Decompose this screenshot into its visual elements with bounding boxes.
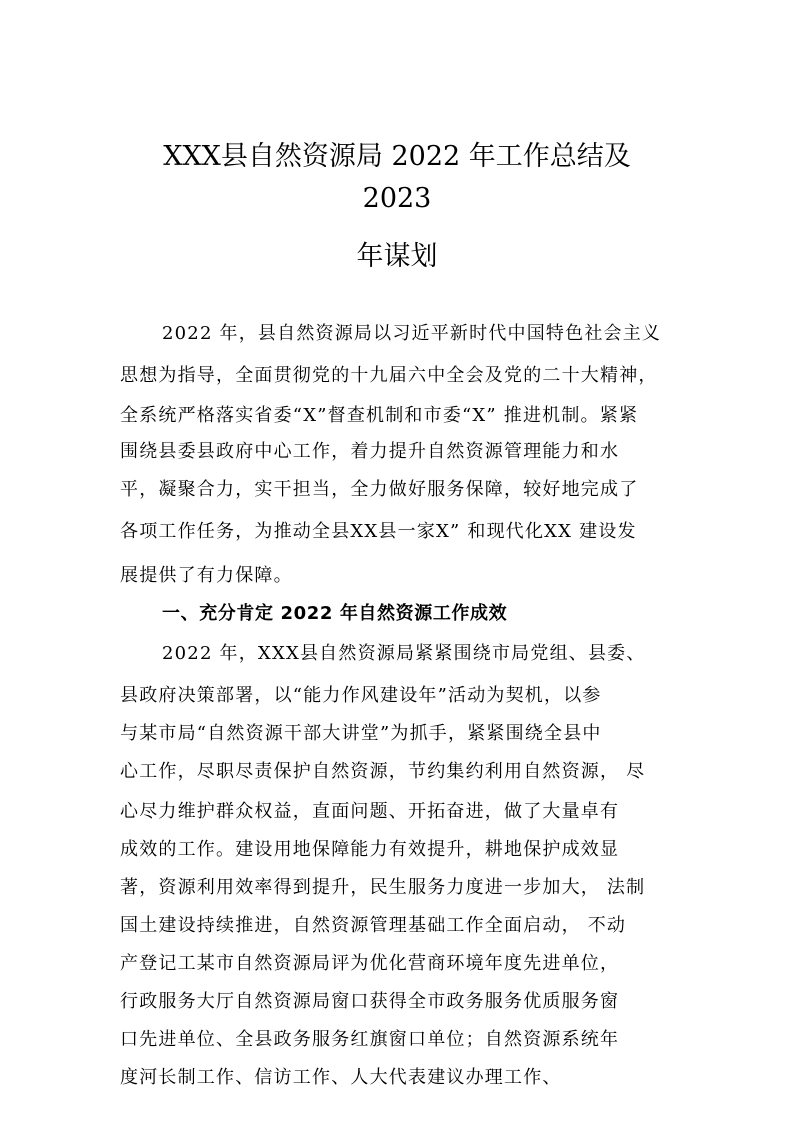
section-line: 成效的工作。建设用地保障能力有效提升，耕地保护成效显: [120, 839, 620, 860]
section-line: 产登记工某市自然资源局评为优化营商环境年度先进单位，: [120, 953, 620, 974]
intro-line: 2022 年，县自然资源局以习近平新时代中国特色社会主义: [162, 323, 662, 344]
intro-line: 围绕县委县政府中心工作，着力提升自然资源管理能力和水: [120, 441, 620, 462]
document-title-line-1: XXX县自然资源局 2022 年工作总结及: [163, 141, 631, 172]
section-line: 县政府决策部署，以“能力作风建设年”活动为契机，以参: [120, 685, 602, 706]
section-line: 国土建设持续推进，自然资源管理基础工作全面启动， 不动: [120, 915, 627, 936]
section-line: 行政服务大厅自然资源局窗口获得全市政务服务优质服务窗: [120, 991, 620, 1012]
section-line: 度河长制工作、信访工作、人大代表建议办理工作、: [120, 1067, 562, 1088]
section-line: 著，资源利用效率得到提升，民生服务力度进一步加大， 法制: [120, 877, 646, 898]
intro-line: 展提供了有力保障。: [120, 565, 293, 586]
section-line: 心尽力维护群众权益，直面问题、开拓奋进，做了大量卓有: [120, 801, 620, 822]
section-line: 口先进单位、全县政务服务红旗窗口单位；自然资源系统年: [120, 1029, 620, 1050]
intro-line: 思想为指导，全面贯彻党的十九届六中全会及党的二十大精神，: [120, 365, 658, 386]
section-line: 与某市局“自然资源干部大讲堂”为抓手，紧紧围绕全县中: [120, 723, 602, 744]
intro-line: 各项工作任务，为推动全县XX县一家X” 和现代化XX 建设发: [120, 521, 637, 542]
section-line: 心工作，尽职尽责保护自然资源，节约集约利用自然资源， 尽: [120, 761, 646, 782]
intro-line: 全系统严格落实省委“X”督查机制和市委“X” 推进机制。紧紧: [120, 405, 639, 426]
document-title-line-2: 2023: [362, 183, 432, 214]
section-heading: 一、充分肯定 2022 年自然资源工作成效: [162, 603, 508, 624]
intro-line: 平，凝聚合力，实干担当，全力做好服务保障，较好地完成了: [120, 479, 639, 500]
section-line: 2022 年，XXX县自然资源局紧紧围绕市局党组、县委、: [162, 643, 646, 664]
document-title-line-3: 年谋划: [356, 241, 438, 272]
